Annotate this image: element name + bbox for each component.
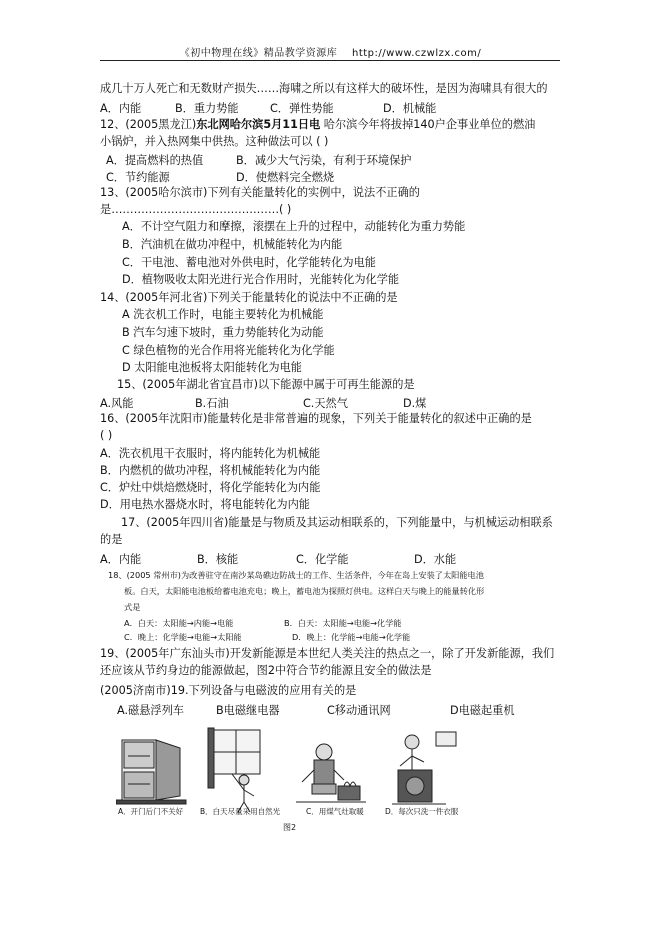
q16-line1: 16、(2005年沈阳市)能量转化是非常普遍的现象，下列关于能量转化的叙述中正确的是 [100,412,532,425]
figure-title: 图2 [283,823,297,832]
q16-option-a[interactable]: A．洗衣机甩干衣服时，将内能转化为机械能 [100,447,321,460]
q20-line: (2005济南市)19.下列设备与电磁波的应用有关的是 [100,684,357,697]
q15-line: 15、(2005年湖北省宜昌市)以下能源中属于可再生能源的是 [117,378,415,391]
q18-line2: 板。白天，太阳能电池板给蓄电池充电；晚上，蓄电池为探照灯供电。这样白天与晚上的能量转化形 [124,586,485,596]
option-b[interactable]: B.石油 [195,397,229,410]
text-line: 成几十万人死亡和无数财产损失……海啸之所以有这样大的破坏性，是因为海啸具有很大的 [100,82,548,95]
option-b[interactable]: B电磁继电器 [216,704,280,717]
header-title: 《初中物理在线》精品教学资源库 http://www.czwlzx.com/ [179,48,482,59]
q16-option-b[interactable]: B．内燃机的做功冲程，将机械能转化为内能 [100,464,321,477]
gas-stove-heating-illustration [296,744,366,802]
option-d[interactable]: D．机械能 [383,102,437,115]
option-a[interactable]: A．白天：太阳能→内能→电能 [124,618,234,628]
figure-caption-d: D．每次只洗一件衣服 [385,807,459,816]
q19-line1: 19、(2005年广东汕头市)开发新能源是本世纪人类关注的热点之一，除了开发新能源，我们 [100,647,555,660]
option-a[interactable]: A.磁悬浮列车 [117,704,184,717]
q13-option-b[interactable]: B．汽油机在做功冲程中，机械能转化为内能 [122,238,343,251]
q12-line1: 12、(2005黑龙江)东北网哈尔滨5月11日电 哈尔滨今年将拔掉140户企事业单位的燃油 [100,118,536,131]
option-d[interactable]: D．水能 [414,553,457,566]
q13-option-c[interactable]: C．干电池、蓄电池对外供电时，化学能转化为电能 [122,256,376,269]
q12-line2: 小锅炉，并入热网集中供热。这种做法可以 ( ) [100,135,329,148]
figure-2-illustration [116,726,466,818]
option-d[interactable]: D．晚上：化学能→电能→化学能 [292,632,411,642]
header-url[interactable]: http://www.czwlzx.com/ [352,48,482,59]
option-c[interactable]: C．晚上：化学能→电能→太阳能 [124,632,242,642]
option-c[interactable]: C．弹性势能 [270,102,334,115]
option-a[interactable]: A．内能 [100,553,142,566]
q16-line2: ( ) [100,429,113,442]
option-c[interactable]: C.天然气 [303,397,348,410]
q18-line1: 18、(2005 常州市)为改善驻守在南沙某岛礁边防战士的工作、生活条件，今年在岛上安装了太阳能电池 [108,570,484,580]
q16-option-d[interactable]: D．用电热水器烧水时，将电能转化为内能 [100,498,310,511]
q18-line3: 式是 [124,602,141,612]
option-c[interactable]: C移动通讯网 [327,704,391,717]
q14-option-a[interactable]: A 洗衣机工作时，电能主要转化为机械能 [122,308,324,321]
q13-option-d[interactable]: D．植物吸收太阳光进行光合作用时，光能转化为化学能 [122,273,400,286]
q14-option-d[interactable]: D 太阳能电池板将太阳能转化为电能 [122,361,302,374]
q13-option-a[interactable]: A．不计空气阻力和摩擦，滚摆在上升的过程中，动能转化为重力势能 [122,220,466,233]
q16-option-c[interactable]: C．炉灶中烘焙燃烧时，将化学能转化为内能 [100,481,321,494]
figure-caption-a: A．开门后门不关好 [118,807,184,816]
figure-caption-c: C．用煤气灶取暖 [306,807,364,816]
option-c[interactable]: C．化学能 [296,553,349,566]
option-d[interactable]: D．使燃料完全燃烧 [236,171,335,184]
q17-line2: 的是 [100,533,123,546]
option-d[interactable]: D.煤 [403,397,427,410]
option-b[interactable]: B．核能 [197,553,239,566]
q17-line1: 17、(2005年四川省)能量是与物质及其运动相联系的，下列能量中，与机械运动相联系 [121,516,553,529]
q14-option-b[interactable]: B 汽车匀速下坡时，重力势能转化为动能 [122,326,324,339]
option-a[interactable]: A．提高燃料的热值 [106,154,204,167]
figure-caption-b: B．白天尽量采用自然光 [200,807,281,816]
option-c[interactable]: C．节约能源 [106,171,170,184]
option-a[interactable]: A.风能 [100,397,134,410]
q14-option-c[interactable]: C 绿色植物的光合作用将光能转化为化学能 [122,344,335,357]
fridge-open-door-illustration [116,740,186,804]
washing-machine-illustration [392,732,456,804]
header-rule [100,60,560,61]
option-a[interactable]: A．内能 [100,102,142,115]
option-b[interactable]: B．白天：太阳能→电能→化学能 [284,618,402,628]
window-natural-light-illustration [208,728,260,812]
q13-line1: 13、(2005哈尔滨市)下列有关能量转化的实例中，说法不正确的 [100,186,420,199]
q13-line2: 是………………………………………( ) [100,203,292,216]
q19-line2: 还应该从节约身边的能源做起，图2中符合节约能源且安全的做法是 [100,664,432,677]
option-b[interactable]: B．重力势能 [175,102,239,115]
q14-line: 14、(2005年河北省)下列关于能量转化的说法中不正确的是 [100,291,398,304]
option-d[interactable]: D电磁起重机 [450,704,515,717]
option-b[interactable]: B．减少大气污染，有利于环境保护 [236,154,412,167]
